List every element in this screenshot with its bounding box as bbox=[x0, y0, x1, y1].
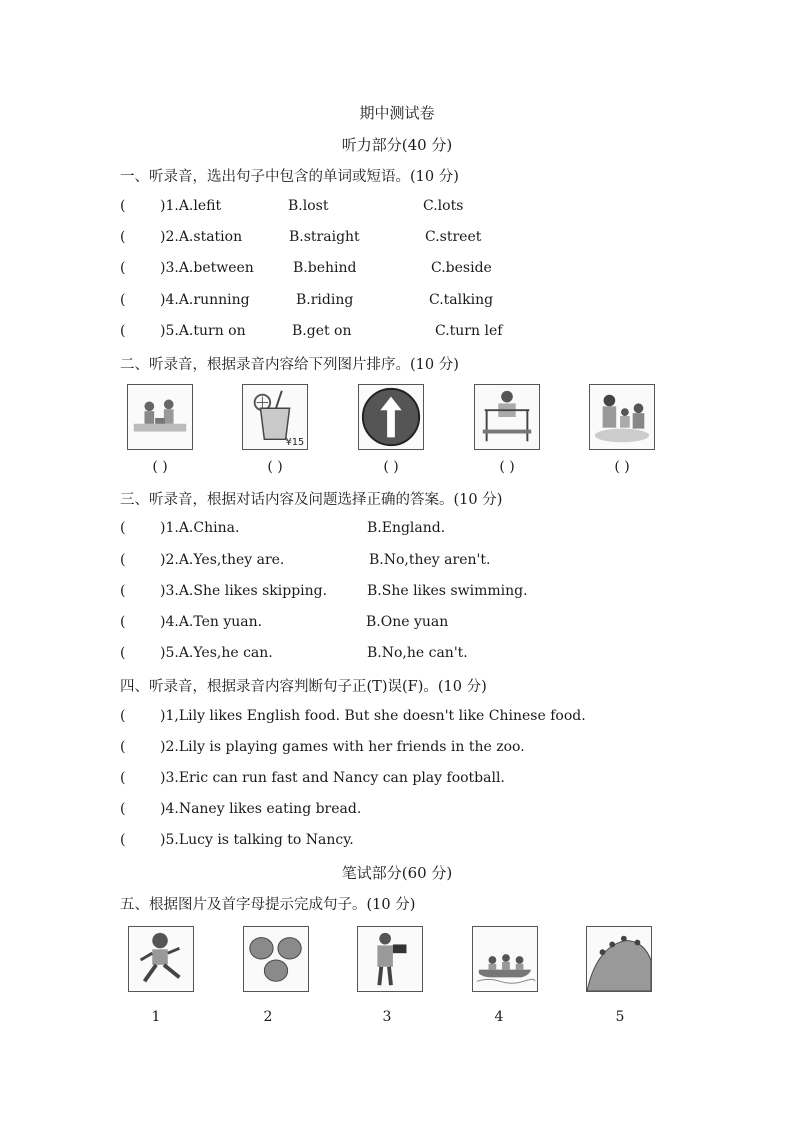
answer-paren: ( bbox=[120, 801, 126, 817]
rowing-boat-icon bbox=[473, 927, 537, 991]
price-tag: ¥15 bbox=[285, 437, 305, 449]
picnic-image bbox=[127, 384, 193, 450]
option-b: B.No,he can't. bbox=[367, 645, 468, 661]
option-a: )4.A.running bbox=[160, 292, 250, 308]
writing-heading: 笔试部分(60 分) bbox=[341, 864, 453, 882]
answer-paren: ( bbox=[120, 292, 126, 308]
juice-glass-icon bbox=[243, 385, 307, 449]
option-b: B.behind bbox=[293, 260, 357, 276]
arrow-sign-image bbox=[358, 384, 424, 450]
section-2-title: 二、听录音，根据录音内容给下列图片排序。(10 分) bbox=[120, 357, 459, 373]
answer-paren: ( bbox=[120, 832, 126, 848]
option-a: )2.A.Yes,they are. bbox=[160, 552, 285, 568]
picture-number: 3 bbox=[382, 1009, 392, 1025]
answer-paren: ( bbox=[120, 520, 126, 536]
option-a: )5.A.turn on bbox=[160, 323, 246, 339]
page-title: 期中测试卷 bbox=[359, 104, 435, 122]
answer-paren: ( bbox=[120, 770, 126, 786]
option-c: C.turn lef bbox=[435, 323, 503, 339]
option-b: B.One yuan bbox=[366, 614, 449, 630]
answer-paren: ( bbox=[120, 708, 126, 724]
hurdle-image bbox=[474, 384, 540, 450]
answer-blank[interactable]: ( ) bbox=[383, 459, 399, 475]
jumping-boy-icon bbox=[475, 385, 539, 449]
option-a: )5.A.Yes,he can. bbox=[160, 645, 273, 661]
running-boy-icon bbox=[129, 927, 193, 991]
listening-heading: 听力部分(40 分) bbox=[341, 136, 453, 154]
juice-image bbox=[242, 384, 308, 450]
picture-number: 5 bbox=[615, 1009, 625, 1025]
section-4-title: 四、听录音，根据录音内容判断句子正(T)误(F)。(10 分) bbox=[120, 679, 487, 695]
option-b: B.riding bbox=[296, 292, 354, 308]
statement: )3.Eric can run fast and Nancy can play football. bbox=[160, 770, 505, 786]
answer-blank[interactable]: ( ) bbox=[614, 459, 630, 475]
three-circles-icon bbox=[244, 927, 308, 991]
answer-blank[interactable]: ( ) bbox=[152, 459, 168, 475]
option-b: B.lost bbox=[288, 198, 329, 214]
statement: )1,Lily likes English food. But she doesn't like Chinese food. bbox=[160, 708, 586, 724]
answer-blank[interactable]: ( ) bbox=[267, 459, 283, 475]
mountain-image bbox=[586, 926, 652, 992]
answer-paren: ( bbox=[120, 614, 126, 630]
option-b: B.No,they aren't. bbox=[369, 552, 491, 568]
picture-number: 2 bbox=[263, 1009, 273, 1025]
people-sitting-icon bbox=[128, 385, 192, 449]
option-a: )2.A.station bbox=[160, 229, 243, 245]
option-a: )1.A.lefit bbox=[160, 198, 222, 214]
option-c: C.beside bbox=[431, 260, 492, 276]
climbing-hill-icon bbox=[587, 927, 651, 991]
answer-paren: ( bbox=[120, 323, 126, 339]
option-a: )1.A.China. bbox=[160, 520, 240, 536]
option-a: )4.A.Ten yuan. bbox=[160, 614, 263, 630]
section-3-title: 三、听录音，根据对话内容及问题选择正确的答案。(10 分) bbox=[120, 492, 503, 508]
option-b: B.get on bbox=[292, 323, 352, 339]
section-1-title: 一、听录音，选出句子中包含的单词或短语。(10 分) bbox=[120, 169, 459, 185]
option-a: )3.A.between bbox=[160, 260, 254, 276]
statement: )2.Lily is playing games with her friends in the zoo. bbox=[160, 739, 525, 755]
photo-image bbox=[357, 926, 423, 992]
section-5-title: 五、根据图片及首字母提示完成句子。(10 分) bbox=[120, 897, 416, 913]
man-with-camera-icon bbox=[358, 927, 422, 991]
answer-paren: ( bbox=[120, 645, 126, 661]
picture-number: 4 bbox=[494, 1009, 504, 1025]
answer-paren: ( bbox=[120, 583, 126, 599]
answer-blank[interactable]: ( ) bbox=[499, 459, 515, 475]
statement: )4.Naney likes eating bread. bbox=[160, 801, 362, 817]
option-c: C.street bbox=[425, 229, 482, 245]
option-c: C.lots bbox=[423, 198, 464, 214]
answer-paren: ( bbox=[120, 229, 126, 245]
picture-number: 1 bbox=[151, 1009, 161, 1025]
go-straight-sign-icon bbox=[359, 385, 423, 449]
option-a: )3.A.She likes skipping. bbox=[160, 583, 328, 599]
option-b: B.England. bbox=[367, 520, 446, 536]
answer-paren: ( bbox=[120, 260, 126, 276]
family-icon bbox=[590, 385, 654, 449]
balls-image bbox=[243, 926, 309, 992]
answer-paren: ( bbox=[120, 739, 126, 755]
statement: )5.Lucy is talking to Nancy. bbox=[160, 832, 354, 848]
family-image bbox=[589, 384, 655, 450]
option-b: B.She likes swimming. bbox=[367, 583, 528, 599]
answer-paren: ( bbox=[120, 198, 126, 214]
boat-image bbox=[472, 926, 538, 992]
answer-paren: ( bbox=[120, 552, 126, 568]
running-image bbox=[128, 926, 194, 992]
option-b: B.straight bbox=[289, 229, 360, 245]
option-c: C.talking bbox=[429, 292, 494, 308]
